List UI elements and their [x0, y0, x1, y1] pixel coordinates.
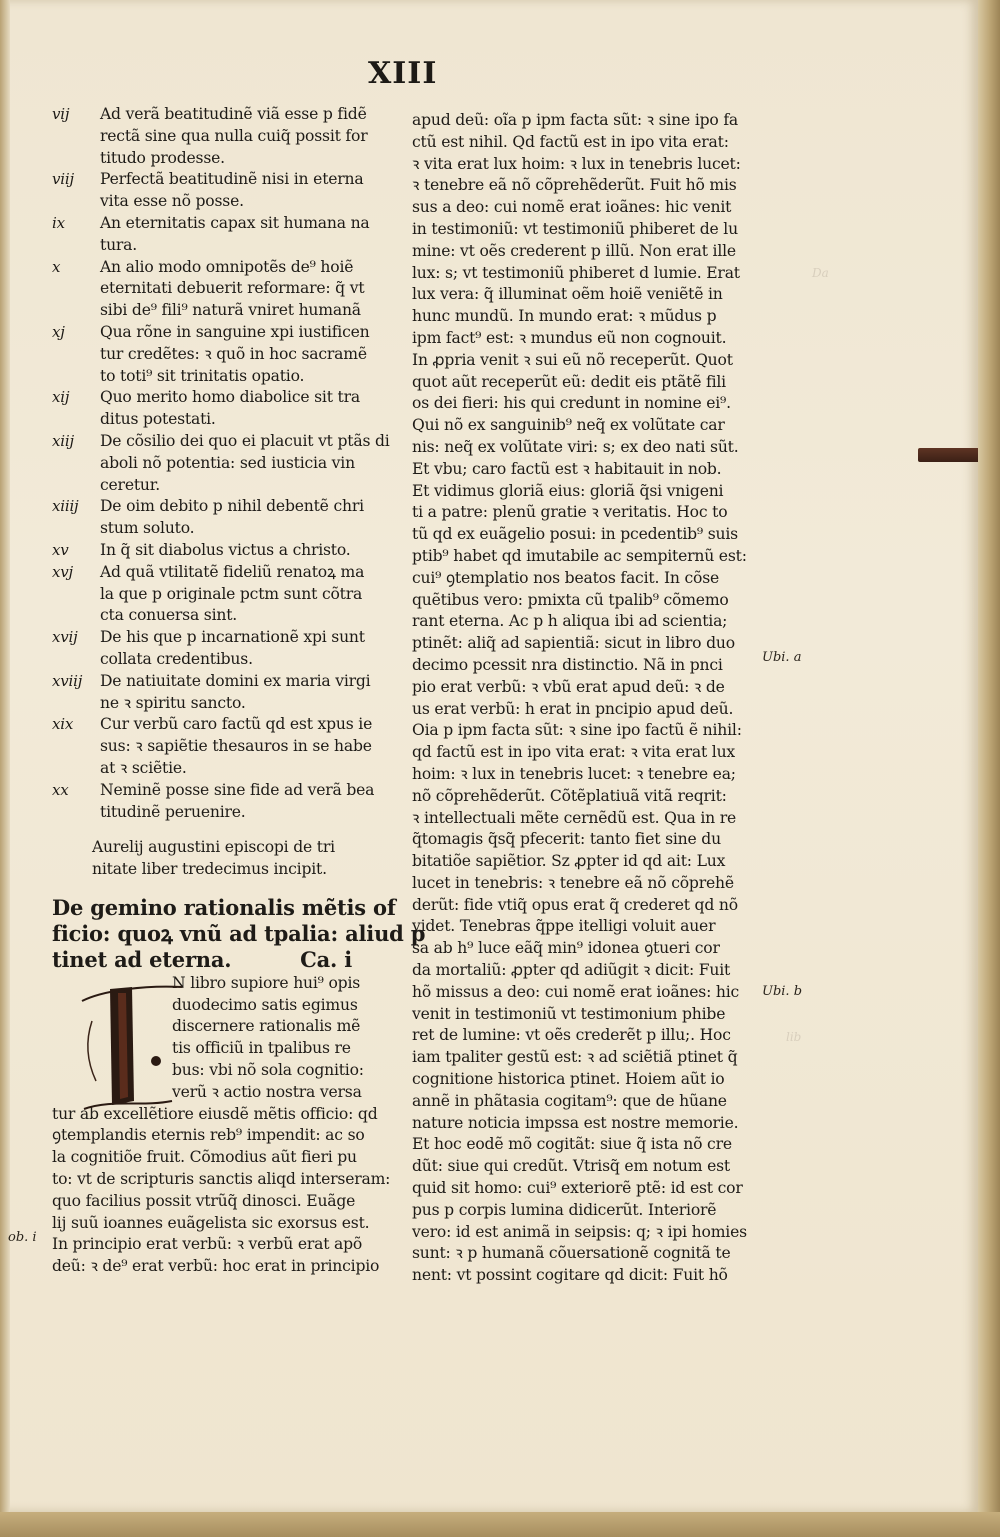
toc-entry-line — [52, 148, 392, 170]
body-line: quẽtibus vero: pmixta cũ tpalib⁹ cõmemo — [412, 590, 729, 609]
toc-entry-line — [52, 126, 392, 148]
toc-entry-number — [52, 148, 100, 170]
toc-entry-line — [52, 213, 392, 235]
decorated-initial-i — [72, 981, 202, 1113]
toc-entry-number — [52, 366, 100, 388]
toc-entry-text: Quo merito homo diabolice sit tra — [100, 388, 360, 407]
body-line: ptinẽt: aliq̃ ad sapientiã: sicut in libro duo — [412, 634, 735, 653]
body-line: nõ cõprehẽderũt. Cõtẽplatiuã vitã reqrit: — [412, 786, 727, 805]
body-line: ti a patre: plenũ gratie ꝛ veritatis. Hoc to — [412, 503, 728, 522]
body-line: pus p corpis lumina didicerũt. Interiorẽ — [412, 1200, 717, 1219]
toc-entry-text: De his que p incarnationẽ xpi sunt — [100, 628, 365, 647]
toc-entry-number: xiij — [52, 431, 74, 450]
toc-entry-number: xvij — [52, 628, 78, 647]
body-line: Et vbu; caro factũ est ꝛ habitauit in nob. — [412, 459, 722, 478]
toc-entry-line — [52, 693, 392, 715]
body-line: dũt: siue qui credũt. Vtrisq̃ em notum est — [412, 1157, 730, 1176]
toc-entry-text: An alio modo omnipotẽs de⁹ hoiẽ — [100, 257, 354, 276]
folio-number: XIII — [368, 56, 438, 91]
opening-paragraph — [52, 973, 392, 1278]
toc-entry-line — [52, 409, 392, 431]
toc-entry-text: De natiuitate domini ex maria virgi — [100, 671, 371, 690]
body-line: tũ qd ex euãgelio posui: in pcedentib⁹ suis — [412, 525, 738, 544]
toc-entry-number: viij — [52, 170, 74, 189]
toc-entry-line — [52, 802, 392, 824]
toc-entry-line — [52, 235, 392, 257]
body-line: decimo pcessit nra distinctio. Nã in pnci — [412, 655, 723, 674]
body-line: ꝯtemplandis eternis reb⁹ impendit: ac so — [52, 1126, 365, 1145]
toc-entry-number: xx — [52, 780, 69, 799]
body-line: lux: s; vt testimoniũ phiberet d lumie. Erat — [412, 263, 740, 282]
chapter-heading — [52, 894, 426, 973]
toc-entry-line — [52, 627, 392, 649]
toc-entry-line — [52, 562, 392, 584]
toc-entry-text: tura. — [100, 235, 138, 254]
toc-entry-line — [52, 540, 392, 562]
body-line: N libro supiore hui⁹ opis — [172, 973, 361, 992]
toc-entry-number — [52, 693, 100, 715]
toc-entry-line — [52, 671, 392, 693]
incipit-line: nitate liber tredecimus incipit. — [92, 860, 327, 879]
toc-entry-text: aboli nõ potentia: sed iusticia vin — [100, 453, 355, 472]
body-line: videt. Tenebras q̃ppe itelligi voluit auer — [412, 917, 716, 936]
toc-entry-line — [52, 584, 392, 606]
toc-entry-line — [52, 169, 392, 191]
toc-entry-number — [52, 453, 100, 475]
toc-entry-text: tur credẽtes: ꝛ quõ in hoc sacramẽ — [100, 344, 367, 363]
toc-entry-number — [52, 605, 100, 627]
body-line: hoim: ꝛ lux in tenebris lucet: ꝛ tenebre ea; — [412, 764, 736, 783]
toc-entry-number — [52, 736, 100, 758]
body-line: iam tpaliter gestũ est: ꝛ ad sciẽtiã ptinet q̃ — [412, 1048, 738, 1067]
toc-entry-text: ne ꝛ spiritu sancto. — [100, 693, 246, 712]
body-line: sa ab h⁹ luce eãq̃ min⁹ idonea ꝯtueri cor — [412, 939, 720, 958]
body-line: quid sit homo: cui⁹ exteriorẽ ptẽ: id est cor — [412, 1179, 743, 1198]
body-line: bitatiõe sapiẽtior. Sz ꝓpter id qd ait: Lux — [412, 852, 726, 871]
body-line: pio erat verbũ: ꝛ vbũ erat apud deũ: ꝛ de — [412, 677, 725, 696]
chapter-heading-line: De gemino rationalis mẽtis of — [52, 894, 396, 920]
toc-entry-text: De cõsilio dei quo ei placuit vt ptãs di — [100, 431, 390, 450]
body-line: ꝛ intellectuali mẽte cernẽdũ est. Qua in re — [412, 808, 737, 827]
toc-entry-number: xvj — [52, 562, 73, 581]
toc-entry-text: Ad verã beatitudinẽ viã esse p fidẽ — [100, 105, 367, 123]
show-through-mark: lib — [786, 1030, 802, 1044]
toc-entry-line — [52, 104, 392, 126]
toc-entry-line — [52, 780, 392, 802]
toc-entry-line — [52, 758, 392, 780]
left-column — [52, 104, 426, 1278]
toc-entry-number — [52, 278, 100, 300]
toc-entry-line — [52, 736, 392, 758]
body-line: Et hoc eodẽ mõ cogitãt: siue q̃ ista nõ cre — [412, 1135, 732, 1154]
body-line: ꝛ vita erat lux hoim: ꝛ lux in tenebris lucet: — [412, 154, 741, 173]
body-line: ipm fact⁹ est: ꝛ mundus eũ non cognouit. — [412, 328, 727, 347]
body-line: nent: vt possint cogitare qd dicit: Fuit hõ — [412, 1266, 728, 1285]
body-line: ret de lumine: vt oẽs crederẽt p illu;. Hoc — [412, 1026, 731, 1045]
toc-entry-number — [52, 344, 100, 366]
body-line: venit in testimoniũ vt testimonium phibe — [412, 1004, 726, 1023]
toc-entry-number — [52, 649, 100, 671]
toc-entry-number — [52, 300, 100, 322]
body-line: sunt: ꝛ p humanã cõuersationẽ cognitã te — [412, 1244, 731, 1263]
body-line: mine: vt oẽs crederent p illũ. Non erat ille — [412, 241, 736, 260]
body-line: nis: neq̃ ex volũtate viri: s; ex deo nati sũt. — [412, 437, 739, 456]
toc-entry-number: xix — [52, 715, 74, 734]
chapter-list — [52, 104, 392, 823]
toc-entry-line — [52, 475, 392, 497]
toc-entry-text: ceretur. — [100, 475, 161, 494]
body-line: deũ: ꝛ de⁹ erat verbũ: hoc erat in principio — [52, 1257, 380, 1276]
toc-entry-text: collata credentibus. — [100, 649, 253, 668]
toc-entry-line — [52, 300, 392, 322]
body-line: nature noticia impssa est nostre memorie. — [412, 1113, 739, 1132]
body-line: in testimoniũ: vt testimoniũ phiberet de lu — [412, 219, 738, 238]
toc-entry-number: xv — [52, 540, 69, 559]
toc-entry-line — [52, 278, 392, 300]
toc-entry-line — [52, 257, 392, 279]
body-line: bus: vbi nõ sola cognitio: — [172, 1061, 364, 1080]
toc-entry-number — [52, 126, 100, 148]
toc-entry-number — [52, 802, 100, 824]
toc-entry-text: Ad quã vtilitatẽ fideliũ renatoꝝ ma — [100, 562, 365, 581]
body-line: lux vera: q̃ illuminat oẽm hoiẽ veniẽtẽ in — [412, 285, 723, 304]
margin-note-right: Ubi. b — [762, 984, 803, 999]
toc-entry-text: Neminẽ posse sine fide ad verã bea — [100, 780, 375, 799]
toc-entry-number — [52, 235, 100, 257]
body-line: ptib⁹ habet qd imutabile ac sempiternũ est: — [412, 546, 747, 565]
toc-entry-text: eternitati debuerit reformare: q̃ vt — [100, 279, 365, 298]
chapter-heading-line: ficio: quoꝝ vnũ ad tpalia: aliud p — [52, 920, 426, 946]
full-lines-block — [52, 1104, 392, 1278]
book-edge-bottom — [0, 1512, 1000, 1537]
page-gutter — [0, 0, 10, 1512]
body-line: discernere rationalis mẽ — [172, 1017, 361, 1036]
toc-entry-line — [52, 366, 392, 388]
toc-entry-line — [52, 496, 392, 518]
body-line: to: vt de scripturis sanctis aliqd interseram: — [52, 1170, 391, 1189]
toc-entry-number: xj — [52, 322, 65, 341]
body-line: la cognitiõe fruit. Cõmodius aũt fieri pu — [52, 1148, 357, 1167]
body-line: cognitione historica ptinet. Hoiem aũt io — [412, 1070, 725, 1089]
ribbon-bookmark — [918, 448, 978, 462]
toc-entry-line — [52, 649, 392, 671]
toc-entry-text: sus: ꝛ sapiẽtie thesauros in se habe — [100, 737, 372, 756]
body-line: vero: id est animã in seipsis: q; ꝛ ipi homies — [412, 1222, 747, 1241]
body-line: sus a deo: cui nomẽ erat ioãnes: hic venit — [412, 198, 732, 217]
toc-entry-number — [52, 518, 100, 540]
body-line: ꝛ tenebre eã nõ cõprehẽderũt. Fuit hõ mis — [412, 176, 737, 195]
body-line: lucet in tenebris: ꝛ tenebre eã nõ cõprehẽ — [412, 873, 734, 892]
toc-entry-line — [52, 191, 392, 213]
toc-entry-number: x — [52, 257, 61, 276]
toc-entry-line — [52, 453, 392, 475]
body-line: duodecimo satis egimus — [172, 995, 358, 1014]
body-line: Oia p ipm facta sũt: ꝛ sine ipo factũ ẽ nihil: — [412, 721, 742, 740]
toc-entry-number: ix — [52, 213, 65, 232]
toc-entry-line — [52, 605, 392, 627]
body-line: tur ab excellẽtiore eiusdẽ mẽtis officio: qd — [52, 1104, 378, 1123]
toc-entry-text: titudo prodesse. — [100, 148, 225, 167]
body-line: da mortaliũ: ꝓpter qd adiũgit ꝛ dicit: Fuit — [412, 961, 731, 980]
toc-entry-number — [52, 409, 100, 431]
body-line: quo facilius possit vtrũq̃ dinosci. Euãge — [52, 1191, 356, 1210]
toc-entry-text: Perfectã beatitudinẽ nisi in eterna — [100, 170, 364, 189]
toc-entry-number: xij — [52, 388, 70, 407]
toc-entry-text: la que p originale pctm sunt cõtra — [100, 584, 363, 603]
body-line: us erat verbũ: h erat in pncipio apud deũ. — [412, 699, 734, 718]
body-line: Et vidimus gloriã eius: gloriã q̃si vnigeni — [412, 481, 724, 500]
body-line: apud deũ: oĩa p ipm facta sũt: ꝛ sine ipo fa — [412, 111, 738, 129]
toc-entry-text: sibi de⁹ fili⁹ naturã vniret humanã — [100, 301, 361, 320]
incipit — [52, 837, 392, 881]
toc-entry-text: Cur verbũ caro factũ qd est xpus ie — [100, 715, 373, 734]
chapter-label: Ca. i — [300, 946, 352, 972]
toc-entry-number: xviij — [52, 671, 83, 690]
toc-entry-text: An eternitatis capax sit humana na — [100, 213, 370, 232]
toc-entry-number: xiiij — [52, 497, 79, 516]
body-line: os dei fieri: his qui credunt in nomine ei⁹. — [412, 394, 731, 413]
toc-entry-number — [52, 584, 100, 606]
body-line: hunc mundũ. In mundo erat: ꝛ mũdus p — [412, 307, 717, 326]
incipit-line: Aurelij augustini episcopi de tri — [92, 838, 335, 857]
body-line: tis officiũ in tpalibus re — [172, 1039, 351, 1058]
toc-entry-text: stum soluto. — [100, 519, 195, 538]
toc-entry-text: at ꝛ sciẽtie. — [100, 758, 187, 777]
body-line: hõ missus a deo: cui nomẽ erat ioãnes: hic — [412, 982, 740, 1001]
toc-entry-line — [52, 518, 392, 540]
body-line: q̃tomagis q̃sq̃ pfecerit: tanto fiet sine du — [412, 830, 721, 849]
toc-entry-text: Qua rõne in sanguine xpi iustificen — [100, 322, 370, 341]
toc-entry-text: titudinẽ peruenire. — [100, 802, 246, 821]
body-line: quot aũt receperũt eũ: dedit eis ptãtẽ fili — [412, 372, 726, 391]
toc-entry-number — [52, 191, 100, 213]
body-line: annẽ in phãtasia cogitam⁹: que de hũane — [412, 1091, 727, 1110]
body-line: cui⁹ ꝯtemplatio nos beatos facit. In cõse — [412, 568, 720, 587]
book-edge-right — [978, 0, 1000, 1537]
toc-entry-number — [52, 475, 100, 497]
body-line: qd factũ est in ipo vita erat: ꝛ vita erat lux — [412, 743, 736, 762]
chapter-heading-line — [52, 947, 392, 973]
toc-entry-number — [52, 758, 100, 780]
show-through-mark: Da — [812, 266, 829, 280]
toc-entry-line — [52, 431, 392, 453]
toc-entry-line — [52, 714, 392, 736]
body-line: ctũ est nihil. Qd factũ est in ipo vita erat: — [412, 132, 729, 151]
chapter-heading-text: tinet ad eterna. — [52, 946, 232, 972]
toc-entry-text: to toti⁹ sit trinitatis opatio. — [100, 366, 305, 385]
margin-note-right: Ubi. a — [762, 650, 802, 665]
toc-entry-line — [52, 322, 392, 344]
body-line: derũt: fide vtiq̃ opus erat q̃ crederet qd nõ — [412, 895, 738, 914]
margin-note-left: ob. i — [8, 1230, 37, 1245]
toc-entry-text: cta conuersa sint. — [100, 606, 238, 625]
right-column — [412, 110, 762, 1287]
toc-entry-text: rectã sine qua nulla cuiq̃ possit for — [100, 126, 368, 145]
toc-entry-text: In q̃ sit diabolus victus a christo. — [100, 540, 351, 559]
body-line: lij suũ ioannes euãgelista sic exorsus est. — [52, 1213, 370, 1232]
toc-entry-text: ditus potestati. — [100, 410, 216, 429]
toc-entry-text: vita esse nõ posse. — [100, 192, 244, 211]
toc-entry-number: vij — [52, 105, 70, 123]
toc-entry-line — [52, 387, 392, 409]
body-line: rant eterna. Ac p h aliqua ibi ad scientia; — [412, 612, 728, 631]
toc-entry-text: De oim debito p nihil debentẽ chri — [100, 497, 364, 516]
toc-entry-line — [52, 344, 392, 366]
body-line: Qui nõ ex sanguinib⁹ neq̃ ex volũtate car — [412, 416, 725, 435]
body-line: In ꝓpria venit ꝛ sui eũ nõ receperũt. Quot — [412, 350, 733, 369]
body-line: verũ ꝛ actio nostra versa — [172, 1082, 362, 1101]
body-line: In principio erat verbũ: ꝛ verbũ erat apõ — [52, 1235, 363, 1254]
